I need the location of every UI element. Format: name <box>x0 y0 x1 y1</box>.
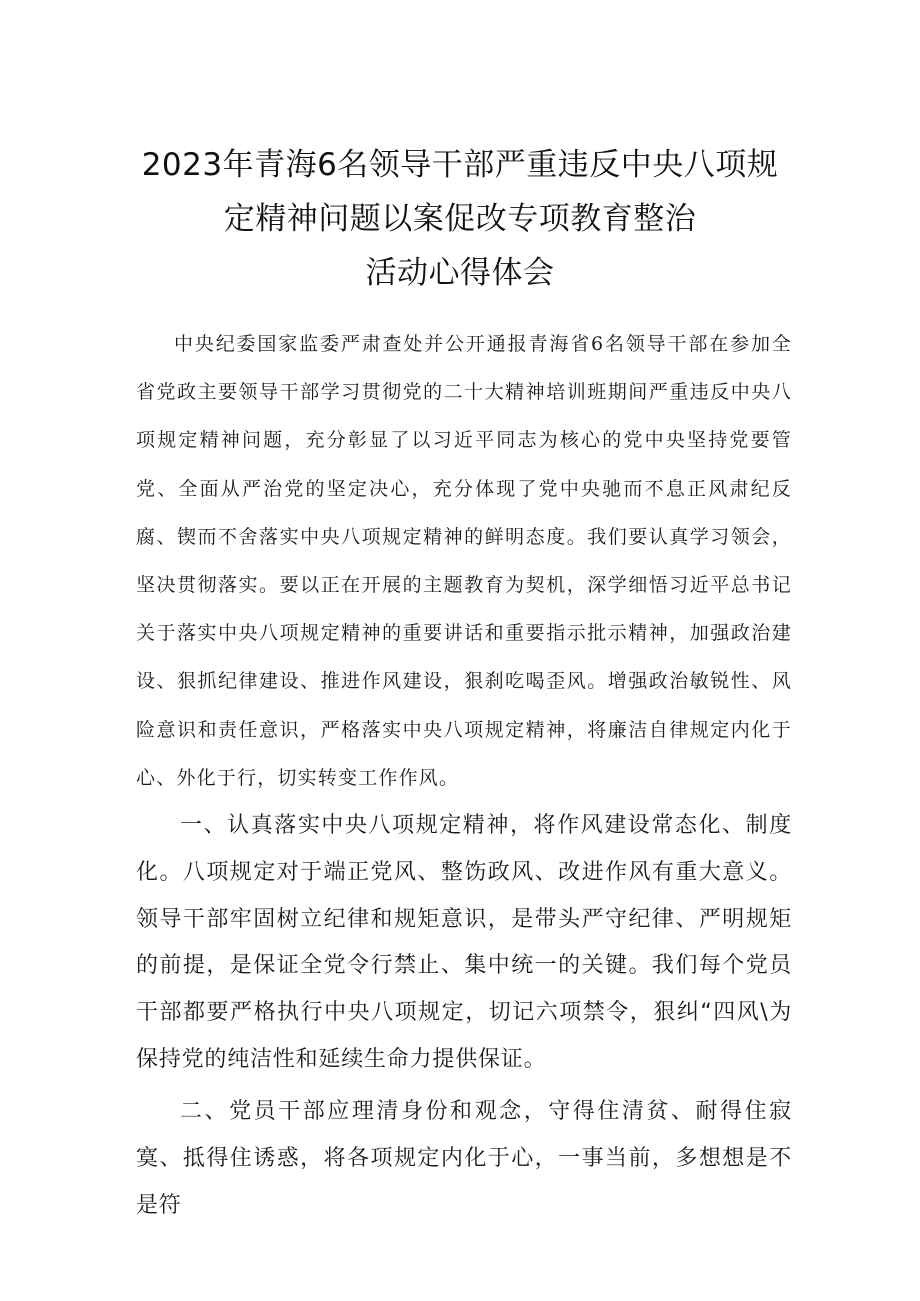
title-line: 活动心得体会 <box>365 255 555 291</box>
title-line: 2023年青海6名领导干部严重违反中央八项规 <box>141 147 779 183</box>
intro-paragraph: 中央纪委国家监委严肃查处并公开通报青海省6名领导干部在参加全省党政主要领导干部学习贯彻党的二十大精神培训班期间严重违反中央八项规定精神问题，充分彰显了以习近平同志为核心的党中央坚持党要管党、全面从严治党的坚定决心，充分体现了党中央驰而不息正风肃纪反腐、锲而不舍落实中央八项规定精神的鲜明态度。我们要认真学习领会，坚决贯彻落实。要以正在开展的主题教育为契机，深学细悟习近平总书记关于落实中央八项规定精神的重要讲话和重要指示批示精神，加强政治建设、狠抓纪律建设、推进作风建设，狠刹吃喝歪风。增强政治敏锐性、风险意识和责任意识，严格落实中央八项规定精神，将廉洁自律规定内化于心、外化于行，切实转变工作作风。 <box>136 333 792 789</box>
section-1-paragraph: 一、认真落实中央八项规定精神，将作风建设常态化、制度化。八项规定对于端正党风、整饬政风、改进作风有重大意义。领导干部牢固树立纪律和规矩意识，是带头严守纪律、严明规矩的前提，是保证全党令行禁止、集中统一的关键。我们每个党员干部都要严格执行中央八项规定，切记六项禁令，狠纠“四风\为保持党的纯洁性和延续生命力提供保证。 <box>136 813 792 1072</box>
title-line: 定精神问题以案促改专项教育整治 <box>223 201 697 237</box>
section-2-paragraph: 二、党员干部应理清身份和观念，守得住清贫、耐得住寂寞、抵得住诱惑，将各项规定内化于心，一事当前，多想想是不是符 <box>136 1099 792 1218</box>
document-title <box>100 138 820 300</box>
